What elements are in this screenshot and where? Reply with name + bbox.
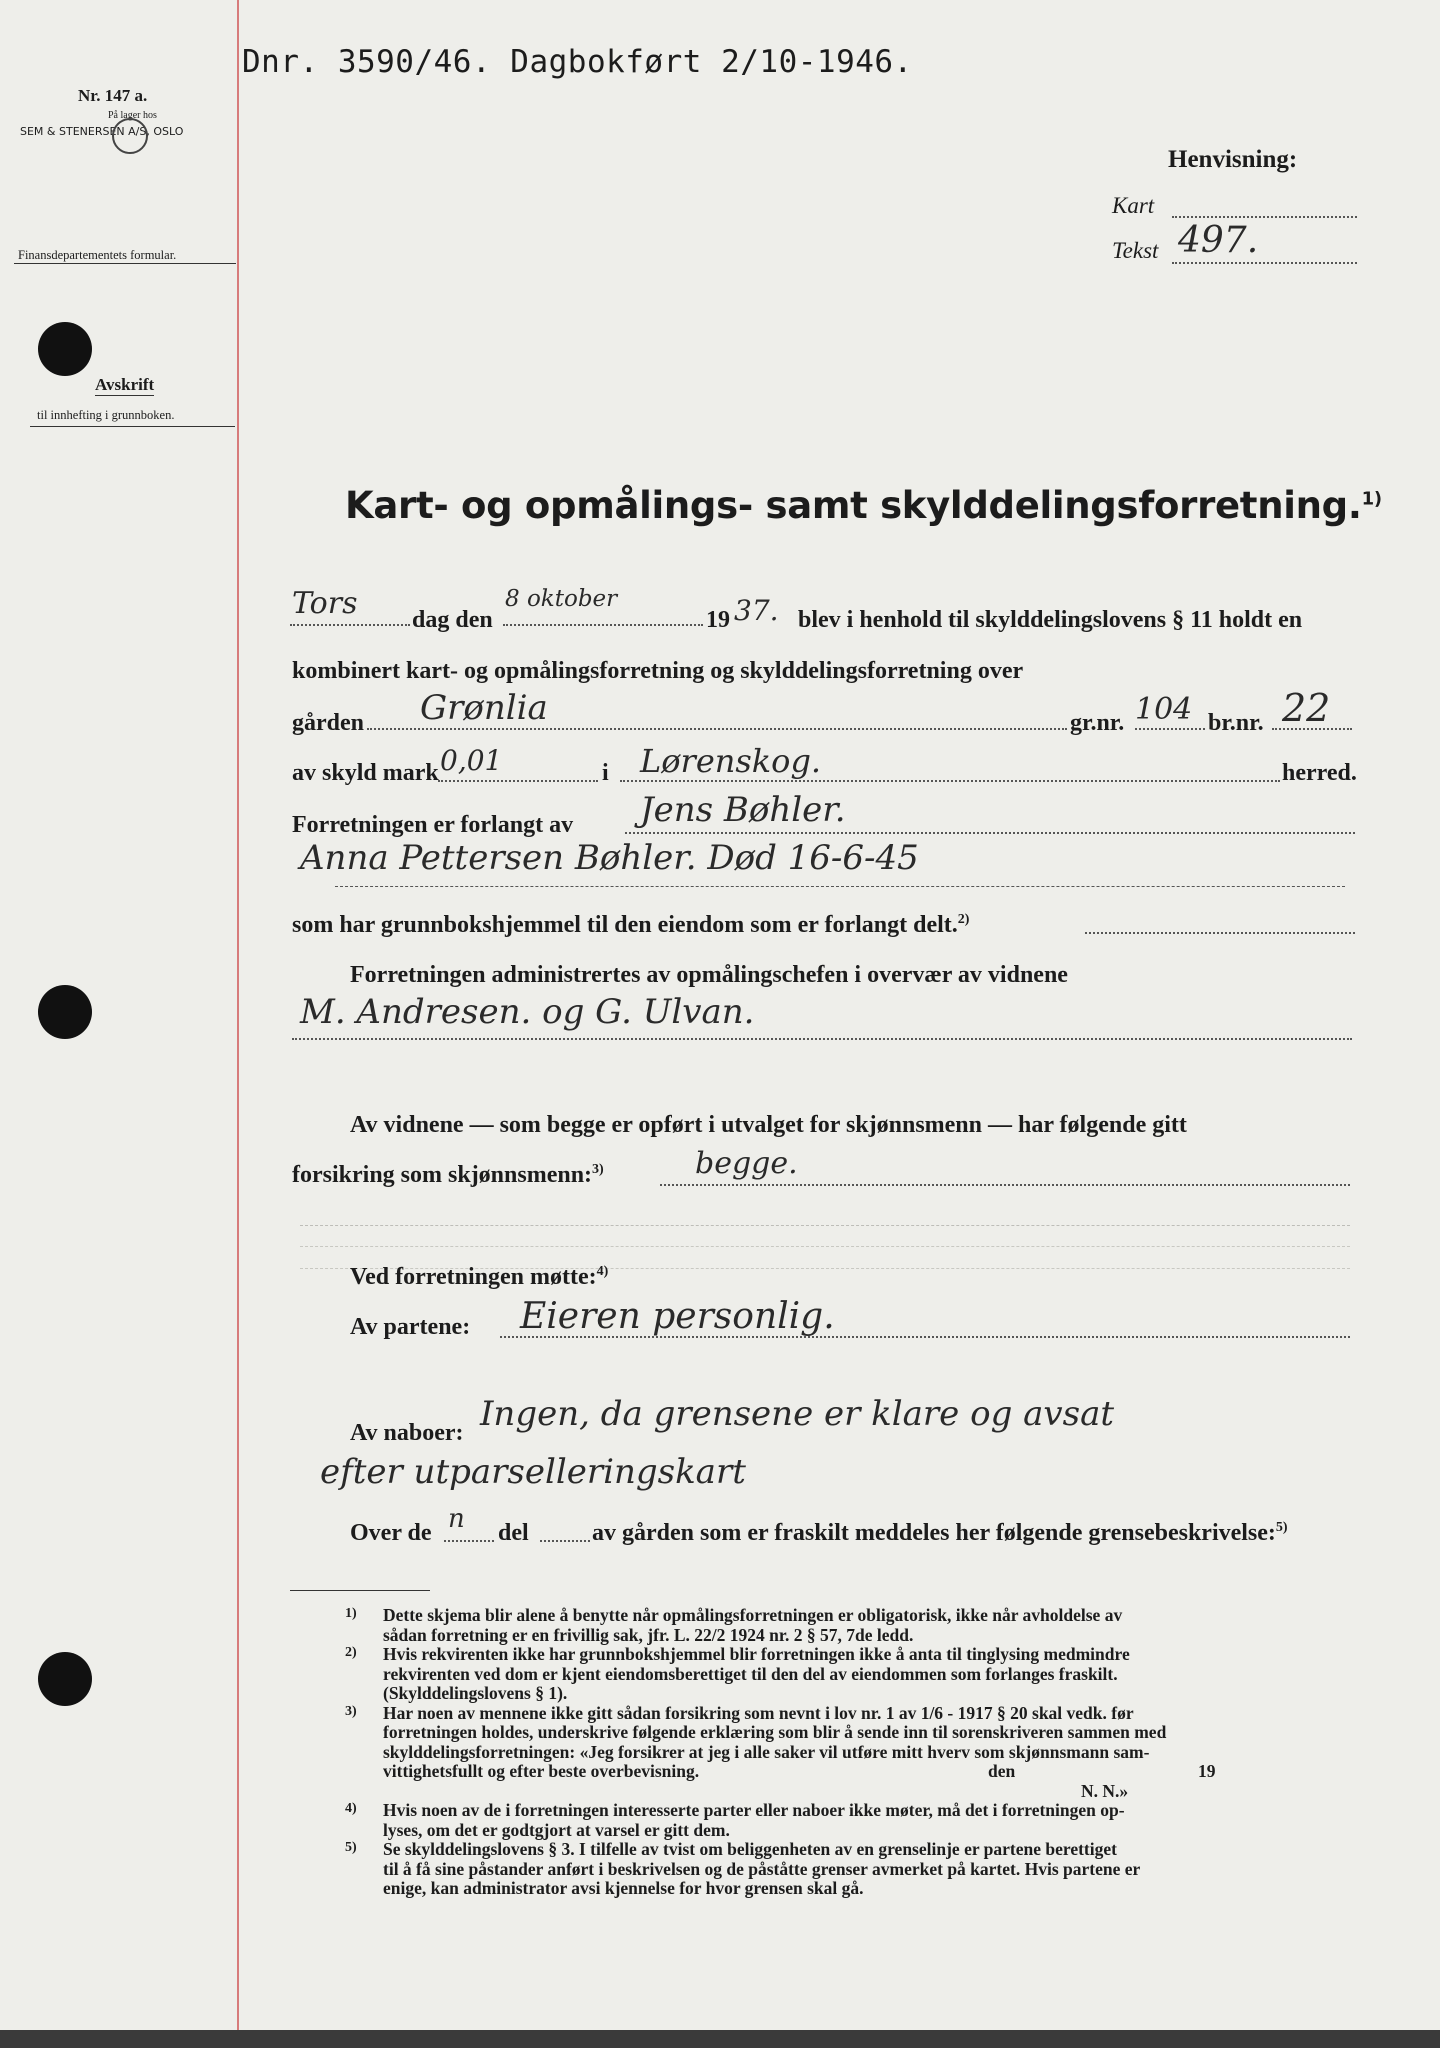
requested-by-label: Forretningen er forlangt av: [292, 812, 574, 838]
del-line: [540, 1540, 590, 1542]
footnote-line: skylddelingsforretningen: «Jeg forsikrer at jeg i alle saker vil utføre mitt hverv som skjønnsmann sam-: [383, 1741, 1150, 1762]
footnote-3: [345, 1704, 1355, 1802]
neighbours-label: Av naboer:: [350, 1420, 464, 1446]
brnr-line: [1272, 728, 1352, 730]
document-title-text: Kart- og opmålings- samt skylddelingsforretning.: [345, 484, 1362, 527]
parties-line: [500, 1336, 1350, 1338]
assurance-value: begge.: [695, 1146, 798, 1181]
skyld-value: 0,01: [440, 744, 503, 777]
footnote-line: Se skylddelingslovens § 3. I tilfelle av tvist om beliggenheten av en grenselinje er partene berettiget: [383, 1839, 1117, 1859]
requested-by-value: Jens Bøhler.: [640, 790, 846, 830]
footnote-line: sådan forretning er en frivillig sak, jfr. L. 22/2 1924 nr. 2 § 57, 7de ledd.: [383, 1624, 914, 1645]
weekday-value: Tors: [292, 586, 358, 621]
herred-value: Lørenskog.: [640, 742, 822, 780]
footnote-number: 4): [345, 1801, 357, 1816]
registration-line: Dnr. 3590/46. Dagbokført 2/10-1946.: [242, 44, 913, 80]
footnote-4: [345, 1801, 1355, 1840]
assurance-footnote-ref: 3): [592, 1162, 604, 1177]
i-label: i: [602, 760, 609, 786]
reference-tekst-label: Tekst: [1112, 238, 1159, 263]
date-line: [503, 624, 703, 626]
assurance-label-text: forsikring som skjønnsmenn:: [292, 1162, 593, 1188]
footnotes: [345, 1606, 1355, 1899]
met-label: [350, 1264, 608, 1291]
year-value: 37.: [734, 594, 779, 627]
footnote-line: Hvis rekvirenten ikke har grunnbokshjemmel blir forretningen ikke å anta til tinglysing medmindre: [383, 1644, 1130, 1664]
punch-hole: [38, 985, 92, 1039]
met-label-text: Ved forretningen møtte:: [350, 1264, 597, 1290]
footnote-line: rekvirenten ved dom er kjent eiendomsberettiget til den del av eiendommen som forlanges fraskilt.: [383, 1663, 1118, 1684]
footnote-year: 19: [1198, 1761, 1216, 1781]
copy-label: Avskrift: [95, 375, 155, 394]
requested-by-line2: Anna Pettersen Bøhler. Død 16-6-45: [300, 838, 919, 878]
boundary-text: [592, 1520, 1288, 1547]
divider: [30, 426, 235, 427]
footnote-line: til å få sine påstander anført i beskrivelsen og de påståtte grenser avmerket på kartet. Hvis partene er: [383, 1858, 1141, 1879]
line1-rest: blev i henhold til skylddelingslovens § 11 holdt en: [798, 607, 1303, 633]
reference-kart-label: Kart: [1112, 193, 1155, 218]
footnote-number: 2): [345, 1645, 357, 1660]
garden-line: [367, 728, 1067, 730]
met-footnote-ref: 4): [596, 1264, 609, 1279]
footnote-1: [345, 1606, 1355, 1645]
footnote-signature: N. N.»: [1081, 1780, 1129, 1801]
footnote-line: Dette skjema blir alene å benytte når opmålingsforretningen er obligatorisk, ikke når avholdelse av: [383, 1605, 1123, 1625]
line2: kombinert kart- og opmålingsforretning og skylddelingsforretning over: [292, 658, 1024, 684]
requested-by-line: [625, 832, 1355, 834]
reference-title: Henvisning:: [1168, 146, 1298, 173]
scan-edge: [0, 2030, 1440, 2048]
available-at: På lager hos: [108, 110, 157, 121]
witnesses-value: M. Andresen. og G. Ulvan.: [300, 992, 755, 1032]
footnote-number: 1): [345, 1606, 357, 1621]
footnote-divider: [290, 1590, 430, 1591]
hjemmel-label: [292, 912, 969, 939]
footnote-line: enige, kan administrator avsi kjennelse for hvor grensen skal gå.: [383, 1878, 864, 1898]
footnote-number: 3): [345, 1703, 357, 1719]
herred-line: [620, 780, 1280, 782]
grnr-label: gr.nr.: [1070, 710, 1125, 736]
herred-label: herred.: [1282, 760, 1357, 786]
garden-label: gården: [292, 710, 364, 736]
parties-label: Av partene:: [350, 1314, 471, 1340]
over-line: [444, 1540, 494, 1542]
copy-note: til innhefting i grunnboken.: [37, 408, 175, 422]
dag-den-label: dag den: [412, 607, 493, 633]
hjemmel-text: som har grunnbokshjemmel til den eiendom som er forlangt delt.: [292, 912, 958, 938]
garden-value: Grønlia: [420, 688, 548, 728]
over-value: n: [448, 1504, 465, 1534]
requested-by-line2-rule: [335, 886, 1345, 887]
margin-rule: [237, 0, 239, 2048]
form-number: Nr. 147 a.: [78, 86, 148, 105]
admin-label: Forretningen administrertes av opmålingschefen i overvær av vidnene: [350, 962, 1068, 988]
assurance-label: [292, 1162, 604, 1189]
brnr-value: 22: [1282, 686, 1331, 730]
boundary-footnote-ref: 5): [1275, 1520, 1288, 1535]
printer-name: SEM & STENERSEN A/S, OSLO: [20, 125, 184, 138]
witnesses-line: [292, 1038, 1352, 1040]
footnote-den: den: [988, 1761, 1016, 1781]
footnote-line: forretningen holdes, underskrive følgende erklæring som blir å sende inn til sorenskriveren sammen med: [383, 1722, 1167, 1742]
hjemmel-footnote-ref: 2): [957, 912, 970, 927]
footnote-number: 5): [345, 1840, 357, 1855]
punch-hole: [38, 1652, 92, 1706]
footnote-line: lyses, om det er godtgjort at varsel er gitt dem.: [383, 1819, 730, 1840]
del-label: del: [498, 1520, 529, 1546]
skyld-line: [438, 780, 598, 782]
parties-value: Eieren personlig.: [520, 1296, 835, 1337]
ministry-form: Finansdepartementets formular.: [18, 248, 177, 262]
skyld-label: av skyld mark: [292, 760, 439, 786]
printer-seal: [112, 118, 148, 154]
hjemmel-line: [1085, 932, 1355, 934]
punch-hole: [38, 322, 92, 376]
footnote-line: Hvis noen av de i forretningen interesserte parter eller naboer ikke møter, må det i forretningen op-: [383, 1800, 1125, 1820]
bleed-through: [300, 1225, 1350, 1226]
brnr-label: br.nr.: [1208, 710, 1264, 736]
document-title: [345, 484, 1382, 527]
footnote-2: [345, 1645, 1355, 1704]
footnote-line: (Skylddelingslovens § 1).: [383, 1683, 568, 1703]
neighbours-value-line2: efter utparselleringskart: [320, 1452, 746, 1492]
divider: [14, 263, 236, 264]
date-value: 8 oktober: [505, 586, 618, 612]
neighbours-value-line1: Ingen, da grensene er klare og avsat: [480, 1394, 1115, 1434]
bleed-through: [300, 1246, 1350, 1247]
grnr-line: [1135, 728, 1205, 730]
footnote-5: [345, 1840, 1355, 1899]
weekday-line: [290, 624, 410, 626]
title-footnote-ref: 1): [1361, 488, 1382, 510]
kart-line: [1172, 216, 1357, 218]
boundary-text-span: av gården som er fraskilt meddeles her følgende grensebeskrivelse:: [592, 1520, 1276, 1546]
footnote-line: Har noen av mennene ikke gitt sådan forsikring som nevnt i lov nr. 1 av 1/6 - 1917 § 20 skal vedk. før: [383, 1702, 1134, 1723]
year-prefix: 19: [706, 607, 730, 633]
assurance-line: [660, 1184, 1350, 1186]
tekst-line: [1172, 262, 1357, 264]
grnr-value: 104: [1135, 692, 1193, 727]
footnote-line-text: vittighetsfullt og efter beste overbevisning.: [383, 1761, 700, 1781]
footnote-line-with-date: [383, 1762, 1355, 1782]
reference-tekst-value: 497.: [1178, 220, 1259, 261]
assurance-line1: Av vidnene — som begge er opført i utvalget for skjønnsmenn — har følgende gitt: [350, 1112, 1187, 1138]
over-de-label: Over de: [350, 1520, 432, 1546]
